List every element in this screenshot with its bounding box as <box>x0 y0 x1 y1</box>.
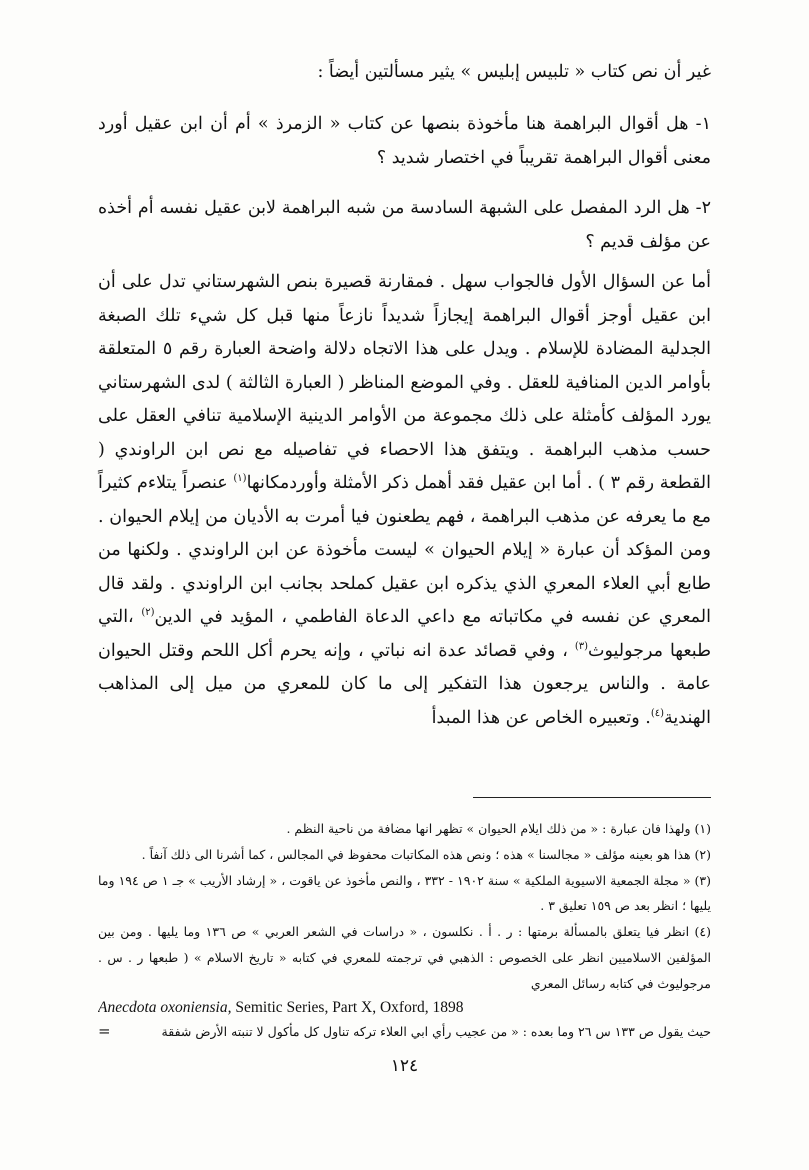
answer-text: أما عن السؤال الأول فالجواب سهل . فمقارنة قصيرة بنص الشهرستاني تدل على أن ابن عقيل أوجز أقوال البراهمة إيجازاً شديداً نازعاً منها قبل كل شيء تلك الصبغة الجدلية المضادة للإسلام . ويدل على هذا الاتجاه دلالة واضحة العبارة رقم ٥ المتعلقة بأوامر الدين المنافية للعقل . وفي الموضع المناظر ( العبارة الثالثة ) لدى الشهرستاني يورد المؤلف كأمثلة على ذلك مجموعة من الأوامر الدينية الإسلامية تنافي العقل على حسب مذهب البراهمة . ويتفق هذا الاحصاء في تفاصيله مع نص ابن الراوندي ( القطعة رقم ٣ ) . أما ابن عقيل فقد أهمل ذكر الأمثلة وأوردمكانها <box>98 272 711 493</box>
question-number: ١- <box>695 114 711 134</box>
footnote-divider <box>473 797 711 798</box>
footnote-ref[interactable]: (٢) <box>141 607 155 619</box>
answer-text: . وتعبيره الخاص عن هذا المبدأ <box>431 707 651 728</box>
footnote-3: (٣) « مجلة الجمعية الاسيوية الملكية » سنة ١٩٠٢ - ٣٣٢ ، والنص مأخوذ عن ياقوت ، « إرشاد الأريب » جـ ١ ص ١٩٤ وما يليها ؛ انظر بعد ص ١٥٩ تعليق ٣ . <box>98 872 712 914</box>
intro-paragraph <box>98 56 711 90</box>
continuation-mark: = <box>98 1021 111 1040</box>
footnote-continued <box>98 1019 711 1045</box>
answer-text: ، وفي قصائد عدة انه نباتي ، وإنه يحرم أكل اللحم وقتل الحيوان عامة . والناس يرجعون هذا التفكير إلى ما كان للمعري من ميل إلى المذاهب الهندية <box>98 640 711 728</box>
footnote-2: (٢) هذا هو بعينه مؤلف « مجالسنا » هذه ؛ ونص هذه المكاتبات محفوظ في المجالس ، كما أشرنا الى ذلك آنفاً . <box>141 846 711 862</box>
question-1 <box>98 108 711 175</box>
footnotes <box>98 816 711 1044</box>
answer-text: عنصراً يتلاءم كثيراً مع ما يعرفه عن مذهب البراهمة ، فهم يطعنون فيا أمرت به الأديان من إيلام الحيوان . ومن المؤكد أن عبارة « إيلام الحيوان » ليست مأخوذة عن ابن الراوندي . ولكنها من طابع أبي العلاء المعري الذي يذكره ابن عقيل كملحد بجانب ابن الراوندي . ولقد قال المعري عن نفسه في مكاتباته مع داعي الدعاة الفاطمي ، المؤيد في الدين <box>98 473 711 627</box>
footnote-4: (٤) انظر فيا يتعلق بالمسألة برمتها : ر . أ . نكلسون ، « دراسات في الشعر العربي » ص ١٣٦ وما يليها . ومن بين المؤلفين الاسلاميين انظر على الخصوص : الذهبي في ترجمته للمعري في كتابه « تاريخ الاسلام » ( طبعها ر . س . مرجوليوث في كتابه رسائل المعري <box>98 924 711 991</box>
footnote-ref[interactable]: (٤) <box>650 707 665 719</box>
footnote-ref[interactable]: (١) <box>233 473 247 485</box>
footnote-last-text: حيث يقول ص ١٣٣ س ٢٦ وما بعده : « من عجيب رأي ابي العلاء تركه تناول كل مأكول لا تنبته الأرض شفقة <box>161 1023 711 1039</box>
answer-paragraph <box>98 266 711 735</box>
footnote-1: (١) ولهذا فان عبارة : « من ذلك ايلام الحيوان » تظهر انها مضافة من ناحية النظم . <box>286 821 711 836</box>
question-text: هل الرد المفصل على الشبهة السادسة من شبه البراهمة لابن عقيل نفسه أم أخذه عن مؤلف قديم ؟ <box>98 198 711 252</box>
intro-text: غير أن نص كتاب « تلبيس إبليس » يثير مسألتين أيضاً : <box>317 62 711 82</box>
latin-details: Semitic Series, Part X, Oxford, 1898 <box>231 998 464 1016</box>
question-text: هل أقوال البراهمة هنا مأخوذة بنصها عن كتاب « الزمرذ » أم أن ابن عقيل أورد معنى أقوال البراهمة تقريباً في اختصار شديد ؟ <box>98 114 711 168</box>
page-number: ١٢٤ <box>390 1056 419 1076</box>
footnote-ref[interactable]: (٣) <box>574 640 589 652</box>
question-2 <box>98 192 711 259</box>
latin-title: Anecdota oxoniensia, <box>98 998 232 1016</box>
answer-text: ،التي طبعها مرجوليوث <box>98 607 711 661</box>
question-number: ٢- <box>695 198 711 218</box>
footnote-latin-reference <box>98 997 711 1019</box>
